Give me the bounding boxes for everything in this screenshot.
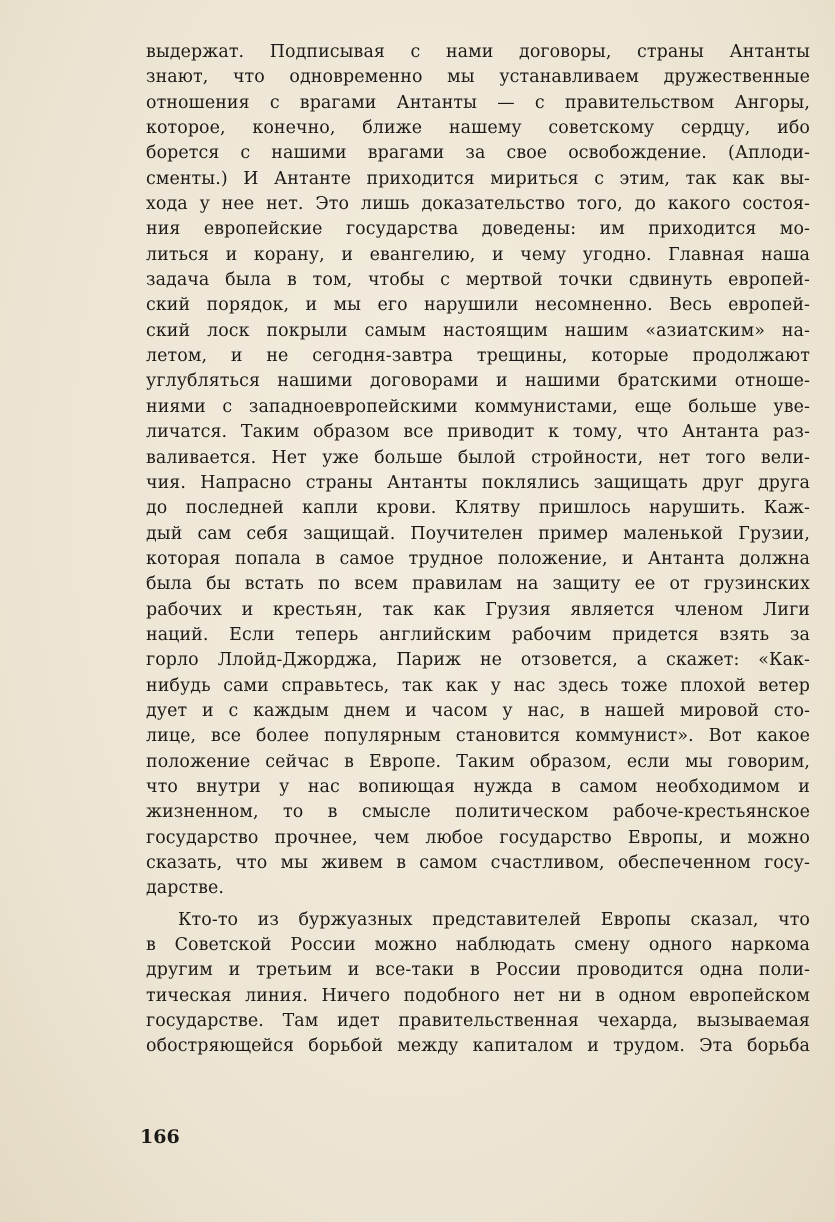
text-line: валивается. Нет уже больше былой стройности, нет того вели- <box>146 447 810 468</box>
text-line: задача была в том, чтобы с мертвой точки сдвинуть европей- <box>146 270 810 291</box>
text-line: другим и третьим и все-таки в России проводится одна поли- <box>146 960 810 981</box>
text-line: борется с нашими врагами за свое освобождение. (Аплоди- <box>146 143 810 164</box>
text-line: отношения с врагами Антанты — с правительством Ангоры, <box>146 92 810 113</box>
text-line: Кто-то из буржуазных представителей Европы сказал, что <box>178 909 810 930</box>
text-line: ский порядок, и мы его нарушили несомненно. Весь европей- <box>146 295 810 316</box>
text-line: сменты.) И Антанте приходится мириться с этим, так как вы- <box>146 168 810 189</box>
text-line: в Советской России можно наблюдать смену одного наркома <box>146 935 810 956</box>
page-number: 166 <box>140 1126 180 1148</box>
text-line: дарстве. <box>146 878 224 899</box>
text-line: чия. Напрасно страны Антанты поклялись защищать друг друга <box>146 472 810 493</box>
text-line: лице, все более популярным становится коммунист». Вот какое <box>146 726 810 747</box>
text-line: наций. Если теперь английским рабочим придется взять за <box>146 624 810 645</box>
text-line: ниями с западноевропейскими коммунистами, еще больше уве- <box>146 396 810 417</box>
text-line: государство прочнее, чем любое государство Европы, и можно <box>146 827 810 848</box>
text-line: нибудь сами справьтесь, так как у нас здесь тоже плохой ветер <box>146 675 810 696</box>
text-line: ский лоск покрыли самым настоящим нашим «азиатским» на- <box>146 320 810 341</box>
text-line: горло Ллойд-Джорджа, Париж не отзовется, а скажет: «Как- <box>146 650 810 671</box>
text-line: государстве. Там идет правительственная чехарда, вызываемая <box>146 1011 810 1032</box>
text-line: личатся. Таким образом все приводит к тому, что Антанта раз- <box>146 422 810 443</box>
text-line: была бы встать по всем правилам на защиту ее от грузинских <box>146 574 810 595</box>
text-line: что внутри у нас вопиющая нужда в самом необходимом и <box>146 776 810 797</box>
text-line: летом, и не сегодня-завтра трещины, которые продолжают <box>146 346 810 367</box>
text-line: обостряющейся борьбой между капиталом и трудом. Эта борьба <box>146 1036 810 1057</box>
text-line: выдержат. Подписывая с нами договоры, страны Антанты <box>146 42 810 62</box>
text-line: положение сейчас в Европе. Таким образом, если мы говорим, <box>146 751 810 772</box>
text-line: тическая линия. Ничего подобного нет ни в одном европейском <box>146 985 810 1006</box>
text-line: хода у нее нет. Это лишь доказательство того, до какого состоя- <box>146 194 810 215</box>
text-line: ния европейские государства доведены: им приходится мо- <box>146 219 810 240</box>
text-line: жизненном, то в смысле политическом рабоче-крестьянское <box>146 802 810 823</box>
text-line: которая попала в самое трудное положение, и Антанта должна <box>146 548 810 569</box>
text-line: литься и корану, и евангелию, и чему угодно. Главная наша <box>146 244 810 265</box>
text-line: до последней капли крови. Клятву пришлось нарушить. Каж- <box>146 498 810 519</box>
page-text <box>146 40 810 1060</box>
text-line: дый сам себя защищай. Поучителен пример маленькой Грузии, <box>146 523 810 544</box>
text-line: знают, что одновременно мы устанавливаем дружественные <box>146 67 810 88</box>
text-line: углубляться нашими договорами и нашими братскими отноше- <box>146 371 810 392</box>
text-line: дует и с каждым днем и часом у нас, в нашей мировой сто- <box>146 700 810 721</box>
text-line: рабочих и крестьян, так как Грузия является членом Лиги <box>146 599 810 620</box>
text-line: которое, конечно, ближе нашему советскому сердцу, ибо <box>146 118 810 139</box>
text-line: сказать, что мы живем в самом счастливом, обеспеченном госу- <box>146 853 810 873</box>
